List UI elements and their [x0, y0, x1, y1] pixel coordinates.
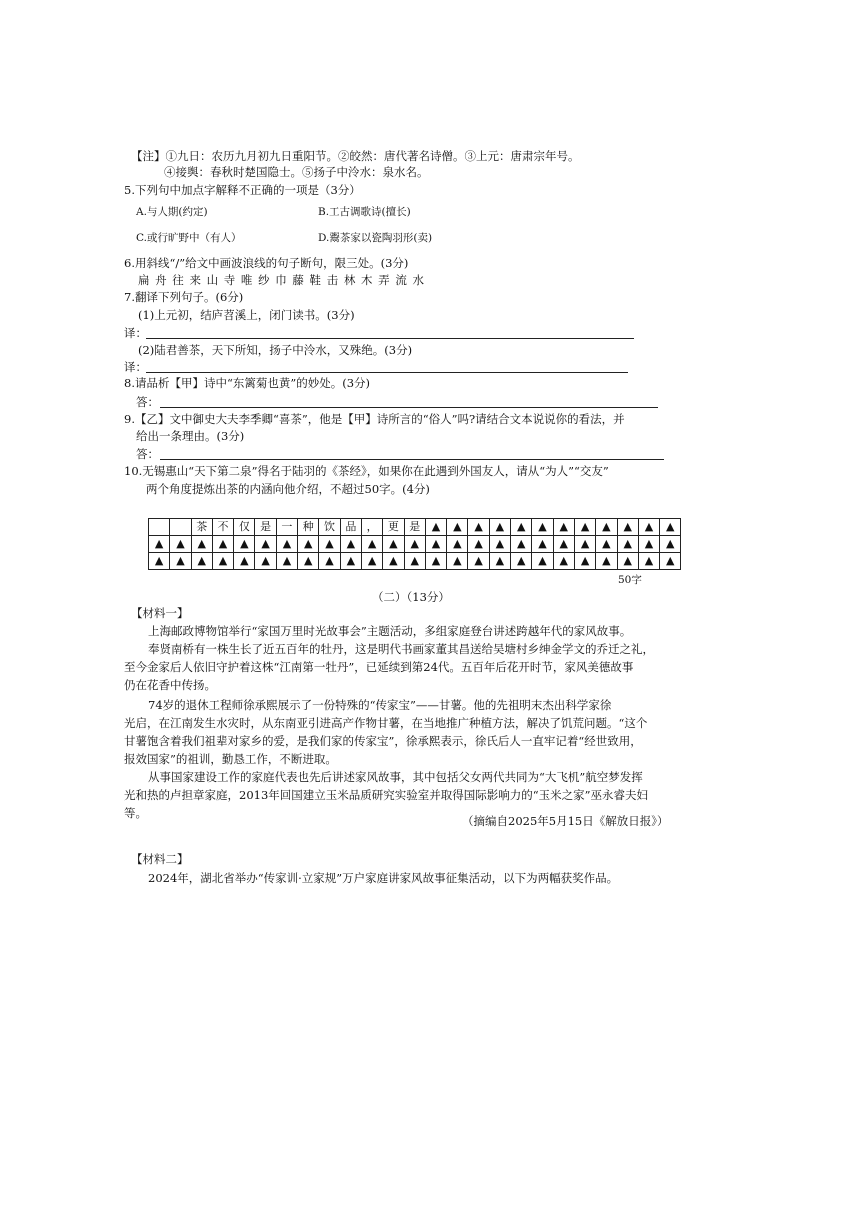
material-one-source: （摘编自2025年5月15日《解放日报》）	[462, 814, 669, 828]
q5-option-b: B.工古调歌诗(擅长)	[318, 206, 411, 218]
note-line-1: 【注】①九日：农历九月初九日重阳节。②皎然：唐代著名诗僧。③上元：唐肃宗年号。	[131, 149, 580, 163]
grid-cell[interactable]: ▲	[511, 519, 532, 536]
grid-cell[interactable]: ▲	[149, 536, 170, 553]
grid-cell[interactable]: ▲	[361, 536, 382, 553]
grid-cell[interactable]: 仅	[234, 519, 255, 536]
grid-cell[interactable]: ▲	[596, 519, 617, 536]
material-two-heading: 【材料二】	[131, 852, 189, 866]
q9-line-2: 给出一条理由。(3分)	[136, 429, 245, 443]
grid-cell[interactable]: 饮	[319, 519, 340, 536]
grid-cell[interactable]: ▲	[425, 553, 446, 570]
grid-cell[interactable]: 一	[276, 519, 297, 536]
material-one-heading: 【材料一】	[131, 606, 189, 620]
material-one-p2-line2: 至今金家后人依旧守护着这株“江南第一牡丹”，已延续到第24代。五百年后花开时节，家风美德故事	[124, 660, 634, 674]
material-one-p4-line2: 光和热的卢担章家庭，2013年回国建立玉米品质研究实验室并取得国际影响力的“玉米之家”巫永睿夫妇	[124, 788, 649, 802]
grid-cell[interactable]: ▲	[191, 536, 212, 553]
grid-cell[interactable]: 茶	[191, 519, 212, 536]
grid-cell[interactable]: 更	[383, 519, 404, 536]
q5-option-d: D.鬻茶家以瓷陶羽形(卖)	[318, 232, 433, 244]
grid-cell[interactable]: ▲	[617, 536, 638, 553]
grid-cell[interactable]: ▲	[596, 536, 617, 553]
material-one-p2-line3: 仍在花香中传扬。	[124, 678, 216, 692]
grid-cell[interactable]: ▲	[596, 553, 617, 570]
grid-cell[interactable]: ▲	[638, 536, 659, 553]
q9-answer-label: 答：	[136, 447, 159, 461]
grid-cell[interactable]: ▲	[425, 536, 446, 553]
material-one-p3-line3: 甘薯饱含着我们祖辈对家乡的爱，是我们家的传家宝”，徐承熙表示，徐氏后人一直牢记着“经世致用，	[124, 734, 642, 748]
material-one-p2-line1: 奉贤南桥有一株生长了近五百年的牡丹，这是明代书画家董其昌送给吴塘村乡绅金学文的乔迁之礼，	[148, 642, 654, 656]
q8-answer-line[interactable]	[160, 407, 658, 408]
q7-answer-line-1[interactable]	[146, 338, 634, 339]
q5-option-c: C.或行旷野中（有人）	[136, 232, 242, 244]
grid-cell[interactable]: ▲	[298, 536, 319, 553]
grid-cell[interactable]: ▲	[617, 553, 638, 570]
grid-cell[interactable]: ▲	[383, 536, 404, 553]
q7-stem: 7.翻译下列句子。(6分)	[124, 290, 244, 304]
grid-cell[interactable]: ，	[361, 519, 382, 536]
material-one-p4-line1: 从事国家建设工作的家庭代表也先后讲述家风故事，其中包括父女两代共同为“大飞机”航空梦发挥	[148, 770, 643, 784]
grid-cell[interactable]: ▲	[532, 553, 553, 570]
note-line-2: ④接舆：春秋时楚国隐士。⑤扬子中泠水：泉水名。	[164, 165, 429, 179]
grid-cell[interactable]: ▲	[170, 536, 191, 553]
grid-cell[interactable]: ▲	[404, 553, 425, 570]
grid-word-count: 50字	[618, 574, 642, 586]
grid-cell[interactable]: ▲	[660, 519, 681, 536]
grid-cell[interactable]: ▲	[404, 536, 425, 553]
grid-cell[interactable]: ▲	[212, 553, 233, 570]
grid-cell[interactable]: ▲	[638, 519, 659, 536]
q8-stem: 8.请品析【甲】诗中“东篱菊也黄”的妙处。(3分)	[124, 376, 371, 390]
grid-cell[interactable]: ▲	[319, 536, 340, 553]
grid-cell[interactable]: ▲	[489, 536, 510, 553]
grid-cell[interactable]: ▲	[319, 553, 340, 570]
material-two-p1: 2024年，湖北省举办“传家训·立家规”万户家庭讲家风故事征集活动，以下为两幅获奖作品。	[148, 871, 619, 885]
q7-sentence-2: (2)陆君善茶，天下所知，扬子中泠水，又殊绝。(3分)	[138, 343, 413, 357]
grid-cell[interactable]: ▲	[553, 519, 574, 536]
material-one-p3-line2: 光启，在江南发生水灾时，从东南亚引进高产作物甘薯，在当地推广种植方法，解决了饥荒问题。“这个	[124, 716, 648, 730]
answer-grid[interactable]	[148, 518, 681, 570]
q5-option-a: A.与人期(约定)	[136, 206, 208, 218]
material-one-p1: 上海邮政博物馆举行“家国万里时光故事会”主题活动，多组家庭登台讲述跨越年代的家风故事。	[148, 624, 632, 638]
grid-cell[interactable]: ▲	[553, 536, 574, 553]
grid-row	[149, 536, 681, 553]
grid-cell[interactable]: ▲	[234, 553, 255, 570]
grid-row	[149, 519, 681, 536]
grid-cell[interactable]: ▲	[340, 536, 361, 553]
grid-cell[interactable]: 不	[212, 519, 233, 536]
grid-cell[interactable]: ▲	[532, 519, 553, 536]
grid-cell[interactable]: ▲	[574, 553, 595, 570]
grid-cell[interactable]: ▲	[511, 536, 532, 553]
grid-cell[interactable]: ▲	[361, 553, 382, 570]
q10-line-2: 两个角度提炼出茶的内涵向他介绍，不超过50字。(4分)	[146, 482, 430, 496]
q8-answer-label: 答：	[136, 395, 159, 409]
grid-cell[interactable]: ▲	[574, 519, 595, 536]
q9-line-1: 9.【乙】文中御史大夫李季卿“喜茶”，他是【甲】诗所言的“俗人”吗?请结合文本说说你的看法，并	[124, 412, 625, 426]
grid-cell[interactable]: 是	[404, 519, 425, 536]
grid-cell[interactable]: ▲	[170, 553, 191, 570]
grid-cell[interactable]: ▲	[276, 536, 297, 553]
grid-cell[interactable]	[170, 519, 191, 536]
grid-cell[interactable]: ▲	[660, 536, 681, 553]
q7-sentence-1: (1)上元初，结庐苕溪上，闭门读书。(3分)	[138, 308, 355, 322]
grid-row	[149, 553, 681, 570]
q9-answer-line[interactable]	[160, 459, 664, 460]
q6-stem: 6.用斜线“/”给文中画波浪线的句子断句，限三处。(3分)	[124, 256, 409, 270]
grid-cell[interactable]: ▲	[255, 553, 276, 570]
material-one-p4-line3: 等。	[124, 806, 147, 820]
grid-cell[interactable]: ▲	[468, 519, 489, 536]
grid-cell[interactable]: ▲	[468, 553, 489, 570]
grid-cell[interactable]: ▲	[489, 553, 510, 570]
material-one-p3-line1: 74岁的退休工程师徐承熙展示了一份特殊的“传家宝”——甘薯。他的先祖明末杰出科学家徐	[148, 698, 612, 712]
grid-cell[interactable]: ▲	[234, 536, 255, 553]
grid-cell[interactable]: ▲	[489, 519, 510, 536]
material-one-p3-line4: 报效国家”的祖训，勤恳工作，不断进取。	[124, 752, 337, 766]
grid-cell[interactable]: 种	[298, 519, 319, 536]
grid-cell[interactable]: ▲	[617, 519, 638, 536]
grid-cell[interactable]: ▲	[638, 553, 659, 570]
grid-cell[interactable]: ▲	[383, 553, 404, 570]
grid-cell[interactable]: ▲	[255, 536, 276, 553]
grid-cell[interactable]: 是	[255, 519, 276, 536]
grid-cell[interactable]: ▲	[447, 536, 468, 553]
grid-cell[interactable]: 品	[340, 519, 361, 536]
q10-line-1: 10.无锡惠山“天下第二泉”得名于陆羽的《茶经》，如果你在此遇到外国友人，请从“为人”“交友”	[124, 464, 609, 478]
grid-cell[interactable]: ▲	[191, 553, 212, 570]
grid-cell[interactable]: ▲	[553, 553, 574, 570]
q5-stem: 5.下列句中加点字解释不正确的一项是（3分）	[124, 183, 361, 197]
grid-cell[interactable]: ▲	[447, 553, 468, 570]
q7-answer-line-2[interactable]	[146, 372, 628, 373]
q7-translation-label-2: 译：	[124, 360, 147, 374]
grid-cell[interactable]: ▲	[425, 519, 446, 536]
grid-cell[interactable]: ▲	[532, 536, 553, 553]
grid-cell[interactable]: ▲	[298, 553, 319, 570]
q7-translation-label-1: 译：	[124, 326, 147, 340]
grid-cell[interactable]: ▲	[212, 536, 233, 553]
grid-cell[interactable]: ▲	[340, 553, 361, 570]
grid-cell[interactable]: ▲	[511, 553, 532, 570]
section-two-title: （二）（13分）	[372, 590, 450, 604]
grid-cell[interactable]: ▲	[149, 553, 170, 570]
grid-cell[interactable]: ▲	[276, 553, 297, 570]
grid-cell[interactable]: ▲	[660, 553, 681, 570]
q6-sentence: 扁 舟 往 来 山 寺 唯 纱 巾 藤 鞋 击 林 木 弄 流 水	[138, 273, 425, 287]
grid-cell[interactable]	[149, 519, 170, 536]
grid-cell[interactable]: ▲	[447, 519, 468, 536]
grid-cell[interactable]: ▲	[468, 536, 489, 553]
grid-cell[interactable]: ▲	[574, 536, 595, 553]
